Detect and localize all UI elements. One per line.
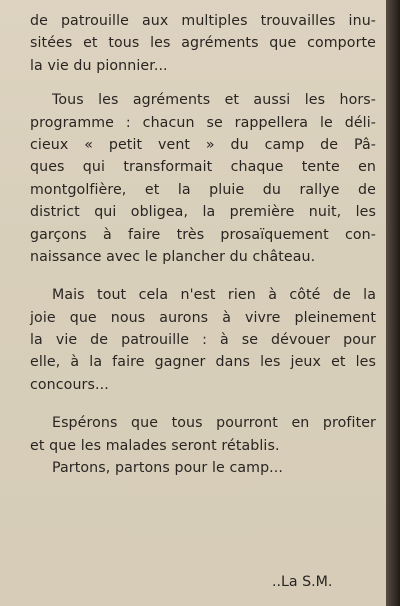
text-line: Espérons que tous pourront en profiter xyxy=(52,415,376,432)
text-line: concours... xyxy=(30,376,109,393)
text-line: la vie du pionnier... xyxy=(30,57,168,74)
paragraph-3 xyxy=(30,284,376,396)
text-line: et que les malades seront rétablis. xyxy=(30,437,280,454)
paragraph-1 xyxy=(30,10,376,77)
text-line: Partons, partons pour le camp... xyxy=(52,460,284,477)
text-line: Tous les agréments et aussi les hors- xyxy=(52,92,376,109)
text-line: garçons à faire très prosaïquement con- xyxy=(30,226,376,243)
page-edge-shadow xyxy=(386,0,400,606)
text-line: joie que nous aurons à vivre pleinement xyxy=(30,309,376,326)
signature: ..La S.M. xyxy=(272,574,333,590)
text-line: ques qui transformait chaque tente en xyxy=(30,159,376,176)
text-line: Mais tout cela n'est rien à côté de la xyxy=(52,287,376,304)
text-line: la vie de patrouille : à se dévouer pour xyxy=(30,332,376,349)
text-line: elle, à la faire gagner dans les jeux et les xyxy=(30,354,376,371)
article-text xyxy=(30,10,376,479)
text-line: programme : chacun se rappellera le déli- xyxy=(30,114,376,131)
text-line: de patrouille aux multiples trouvailles inu- xyxy=(30,13,376,29)
paragraph-2 xyxy=(30,89,376,268)
text-line: naissance avec le plancher du château. xyxy=(30,248,316,265)
text-line: district qui obligea, la première nuit, les xyxy=(30,204,376,221)
paragraph-4 xyxy=(30,412,376,479)
text-line: sitées et tous les agréments que comporte xyxy=(30,35,376,52)
text-line: cieux « petit vent » du camp de Pâ- xyxy=(30,136,376,153)
text-line: montgolfière, et la pluie du rallye de xyxy=(30,181,376,198)
